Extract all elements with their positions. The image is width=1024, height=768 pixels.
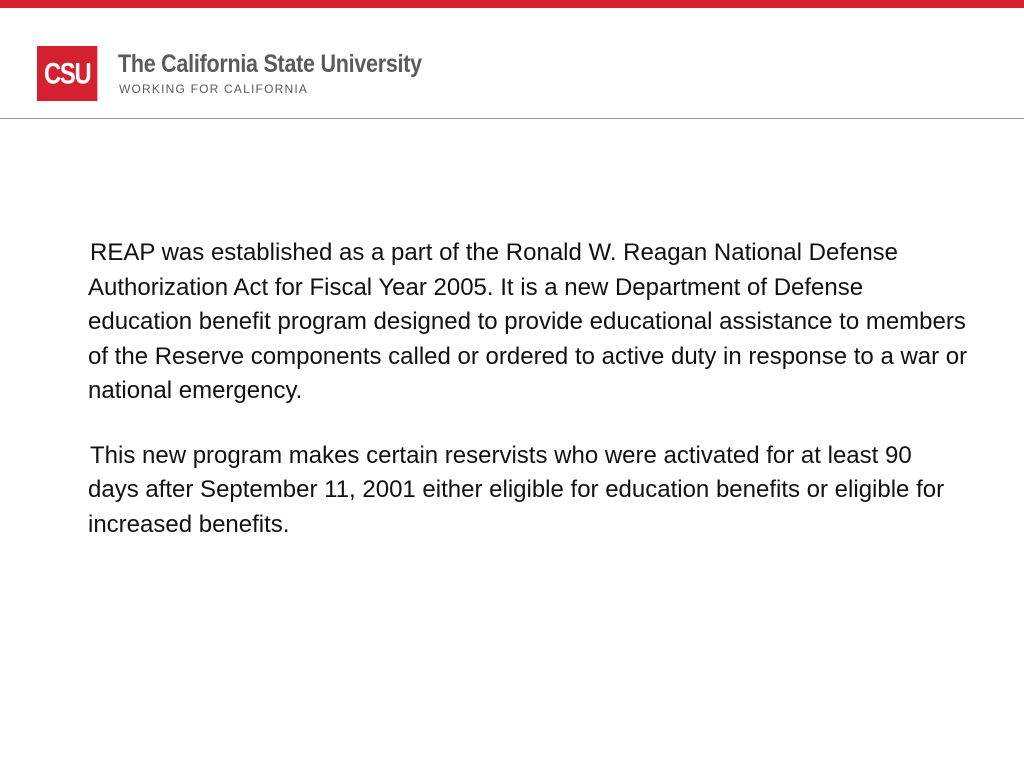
- organization-name: The California State University: [118, 50, 422, 78]
- top-accent-bar: [0, 0, 1024, 8]
- slide-body: [88, 236, 968, 542]
- logo-text: CSU: [43, 56, 91, 90]
- body-paragraph-eligibility: This new program makes certain reservists who were activated for at least 90 days after September 11, 2001 either eligible for education benefits or eligible for increased benefits.: [88, 441, 945, 538]
- header-divider: [0, 118, 1024, 119]
- slide-header: [0, 8, 1024, 118]
- organization-tagline: WORKING FOR CALIFORNIA: [119, 82, 309, 96]
- csu-logo: [37, 46, 97, 101]
- body-paragraph-reap-overview: REAP was established as a part of the Ronald W. Reagan National Defense Authorization Act for Fiscal Year 2005. It is a new Department of Defense education benefit program designed to provide educational assistance to members of the Reserve components called or ordered to active duty in response to a war or national emergency.: [88, 239, 968, 404]
